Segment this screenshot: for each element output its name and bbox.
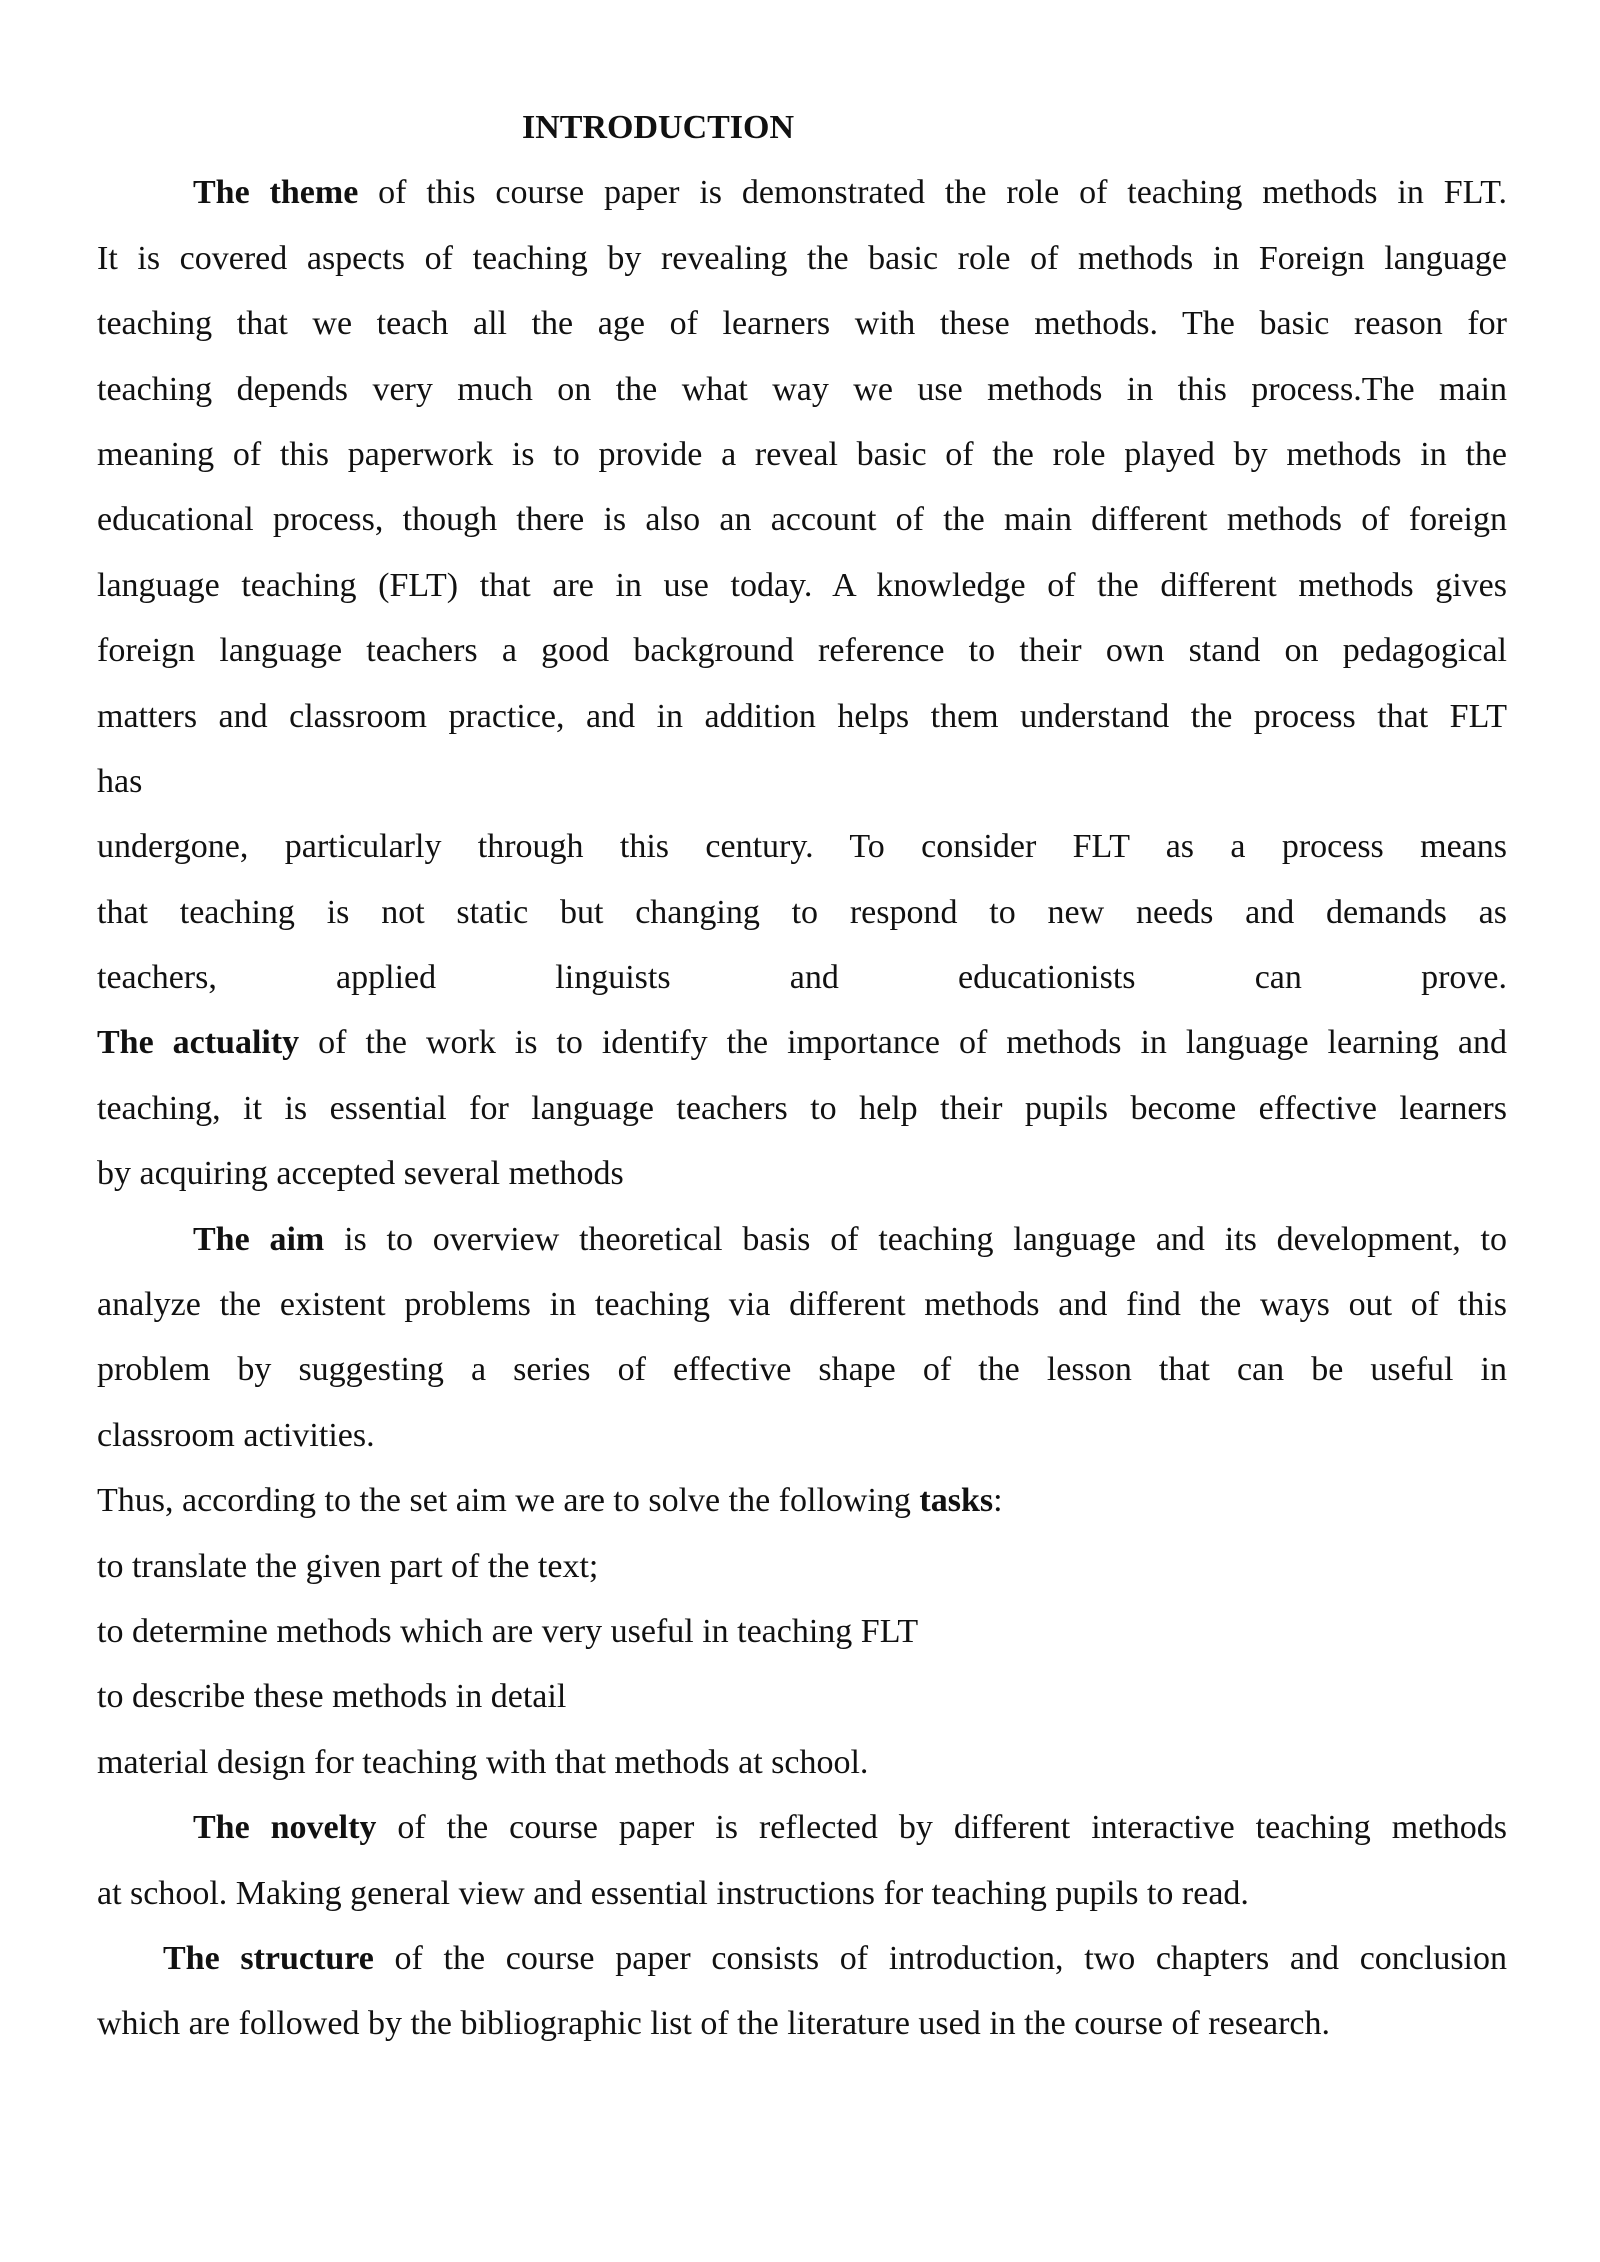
theme-paragraph-line: educational process, though there is also an account of the main different methods of foreign: [97, 501, 1507, 539]
task-item: material design for teaching with that methods at school.: [97, 1743, 869, 1781]
theme-paragraph-line: It is covered aspects of teaching by revealing the basic role of methods in Foreign language: [97, 239, 1507, 277]
task-item: to translate the given part of the text;: [97, 1547, 599, 1585]
theme-label: The theme: [193, 174, 359, 212]
task-item: to determine methods which are very useful in teaching FLT: [97, 1612, 919, 1650]
actuality-paragraph-line: The actuality of the work is to identify the importance of methods in language learning and: [97, 1024, 1507, 1062]
structure-label: The structure: [163, 1939, 374, 1977]
actuality-label: The actuality: [97, 1024, 300, 1062]
theme-paragraph-line: foreign language teachers a good background reference to their own stand on pedagogical: [97, 632, 1507, 670]
page-title: INTRODUCTION: [522, 109, 795, 146]
theme-paragraph-line: teachers, applied linguists and educationists can prove.: [97, 959, 1507, 997]
novelty-label: The novelty: [193, 1809, 377, 1847]
tasks-label: tasks: [919, 1482, 994, 1520]
aim-paragraph-line: problem by suggesting a series of effective shape of the lesson that can be useful in: [97, 1351, 1507, 1389]
aim-label: The aim: [193, 1220, 325, 1258]
aim-paragraph-line: classroom activities.: [97, 1416, 375, 1454]
structure-paragraph-line: which are followed by the bibliographic list of the literature used in the course of research.: [97, 2005, 1331, 2043]
aim-paragraph-line: The aim is to overview theoretical basis of teaching language and its development, to: [193, 1220, 1508, 1258]
aim-paragraph-line: analyze the existent problems in teaching via different methods and find the ways out of this: [97, 1286, 1507, 1324]
theme-paragraph-line: The theme of this course paper is demonstrated the role of teaching methods in FLT.: [193, 174, 1508, 212]
theme-paragraph-line: teaching depends very much on the what way we use methods in this process.The main: [97, 370, 1507, 408]
theme-paragraph-line: undergone, particularly through this century. To consider FLT as a process means: [97, 828, 1507, 866]
theme-paragraph-line: that teaching is not static but changing to respond to new needs and demands as: [97, 893, 1507, 931]
theme-paragraph-line: language teaching (FLT) that are in use today. A knowledge of the different methods gives: [97, 566, 1507, 604]
actuality-paragraph-line: teaching, it is essential for language teachers to help their pupils become effective learners: [97, 1089, 1507, 1127]
structure-paragraph-line: The structure of the course paper consists of introduction, two chapters and conclusion: [163, 1939, 1507, 1977]
theme-paragraph-line: matters and classroom practice, and in addition helps them understand the process that FLT: [97, 697, 1507, 735]
task-item: to describe these methods in detail: [97, 1678, 567, 1716]
novelty-paragraph-line: at school. Making general view and essential instructions for teaching pupils to read.: [97, 1874, 1249, 1912]
theme-paragraph-line: teaching that we teach all the age of learners with these methods. The basic reason for: [97, 305, 1507, 343]
page-content: [97, 95, 1507, 2057]
novelty-paragraph-line: The novelty of the course paper is reflected by different interactive teaching methods: [193, 1809, 1507, 1847]
theme-paragraph-line: has: [97, 762, 143, 800]
theme-paragraph-line: meaning of this paperwork is to provide a reveal basic of the role played by methods in the: [97, 435, 1507, 473]
tasks-intro-line: Thus, according to the set aim we are to solve the following tasks:: [97, 1482, 1003, 1520]
actuality-paragraph-line: by acquiring accepted several methods: [97, 1155, 624, 1193]
